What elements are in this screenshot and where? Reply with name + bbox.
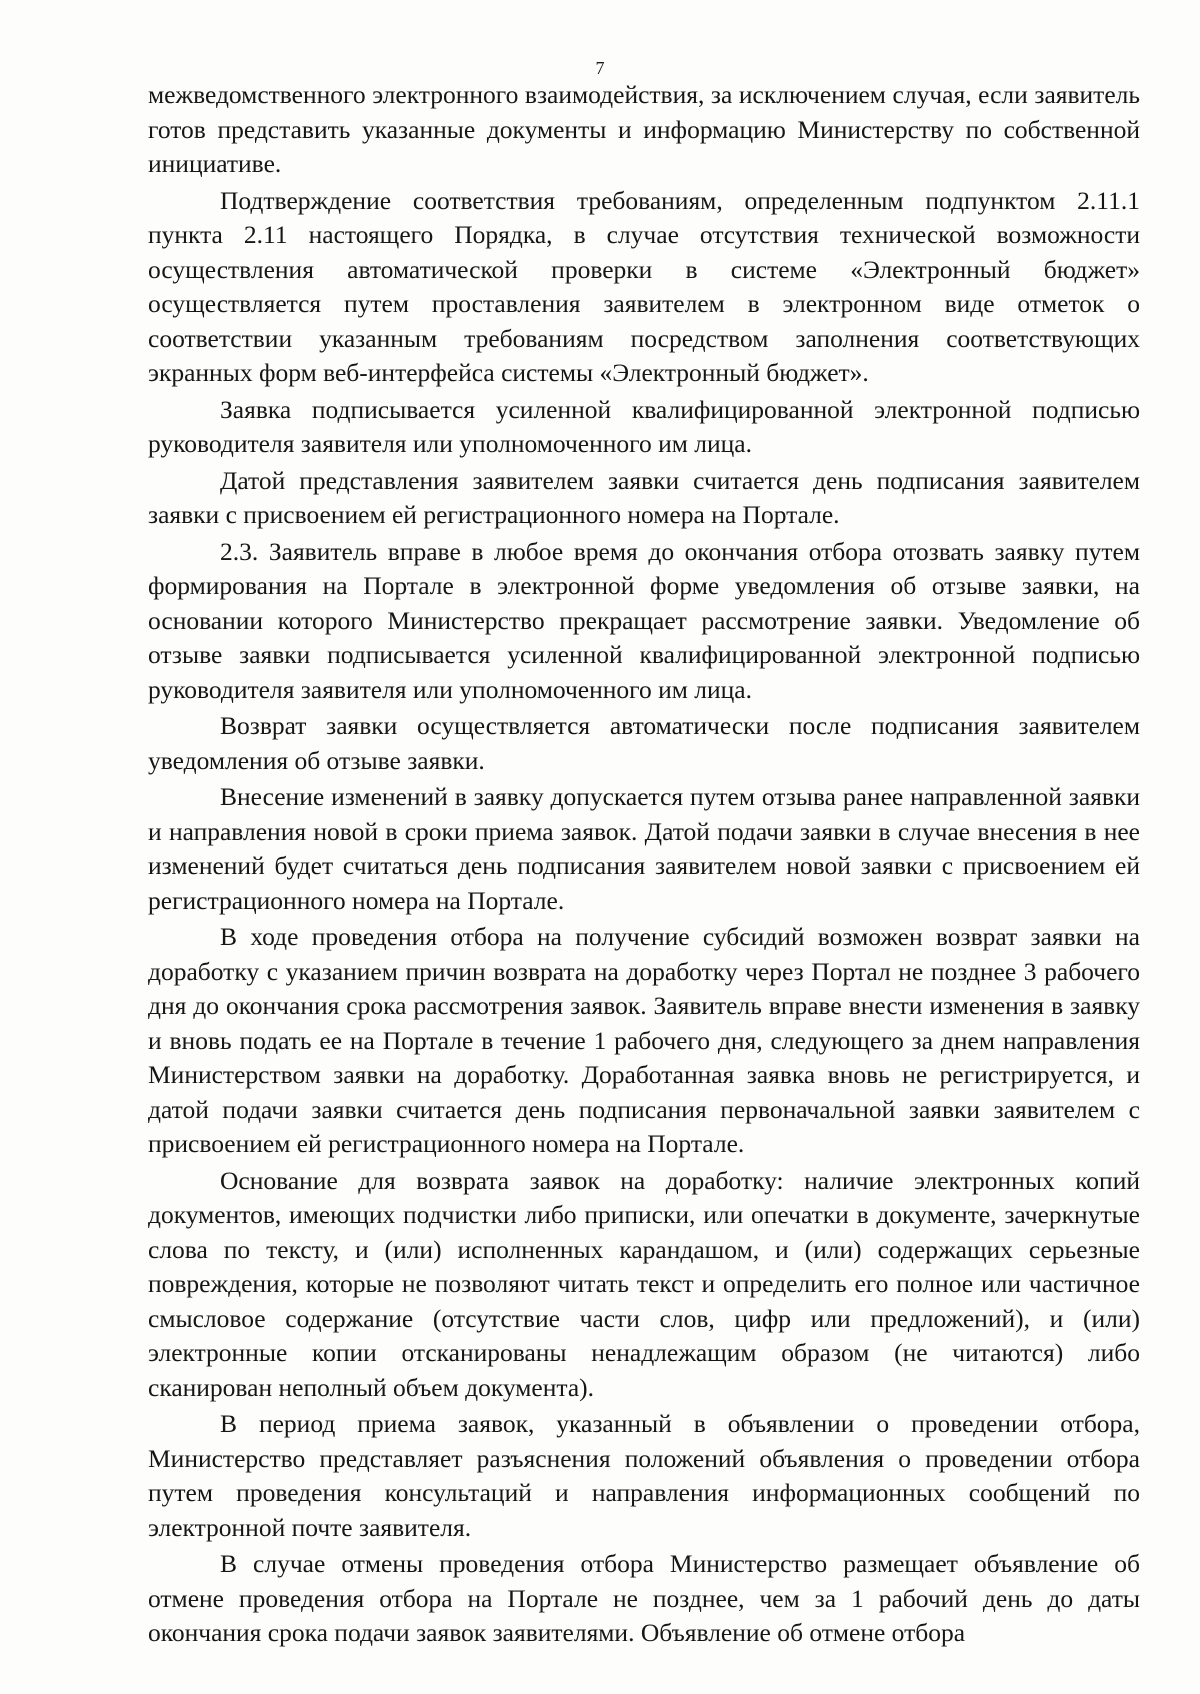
paragraph-revision-grounds: Основание для возврата заявок на доработку: наличие электронных копий документов, имеющих подчистки либо приписки, или опечатки в документе, зачеркнутые слова по тексту, и (или) исполненных карандашом, и (или) содержащих серьезные повреждения, которые не позволяют читать текст и определить его полное или частичное смысловое содержание (отсутствие части слов, цифр или предложений), и (или) электронные копии отсканированы ненадлежащим образом (не читаются) либо сканирован неполный объем документа). [148, 1165, 1140, 1402]
paragraph-clarifications: В период приема заявок, указанный в объявлении о проведении отбора, Министерство представляет разъяснения положений объявления о проведении отбора путем проведения консультаций и направления информационных сообщений по электронной почте заявителя. [148, 1409, 1140, 1542]
paragraph-revision: В ходе проведения отбора на получение субсидий возможен возврат заявки на доработку с указанием причин возврата на доработку через Портал не позднее 3 рабочего дня до окончания срока рассмотрения заявок. Заявитель вправе внести изменения в заявку и вновь подать ее на Портале в течение 1 рабочего дня, следующего за днем направления Министерством заявки на доработку. Доработанная заявка вновь не регистрируется, и датой подачи заявки считается день подписания первоначальной заявки заявителем с присвоением ей регистрационного номера на Портале. [148, 922, 1140, 1158]
paragraph-section-2-3: 2.3. Заявитель вправе в любое время до окончания отбора отозвать заявку путем формирования на Портале в электронной форме уведомления об отзыве заявки, на основании которого Министерство прекращает рассмотрение заявки. Уведомление об отзыве заявки подписывается усиленной квалифицированной электронной подписью руководителя заявителя или уполномоченного им лица. [148, 536, 1140, 704]
paragraph-signature: Заявка подписывается усиленной квалифицированной электронной подписью руководителя заявителя или уполномоченного им лица. [148, 394, 1140, 458]
document-body [148, 78, 1140, 1653]
paragraph-continuation: межведомственного электронного взаимодействия, за исключением случая, если заявитель готов представить указанные документы и информацию Министерству по собственной инициативе. [148, 80, 1140, 178]
paragraph-return-application: Возврат заявки осуществляется автоматически после подписания заявителем уведомления об отзыве заявки. [148, 711, 1140, 775]
paragraph-submission-date: Датой представления заявителем заявки считается день подписания заявителем заявки с присвоением ей регистрационного номера на Портале. [148, 465, 1140, 529]
paragraph-confirmation-requirements: Подтверждение соответствия требованиям, определенным подпунктом 2.11.1 пункта 2.11 настоящего Порядка, в случае отсутствия технической возможности осуществления автоматической проверки в системе «Электронный бюджет» осуществляется путем проставления заявителем в электронном виде отметок о соответствии указанным требованиям посредством заполнения соответствующих экранных форм веб-интерфейса системы «Электронный бюджет». [148, 185, 1140, 387]
page-number: 7 [595, 58, 605, 78]
paragraph-cancellation: В случае отмены проведения отбора Министерство размещает объявление об отмене проведения отбора на Портале не позднее, чем за 1 рабочий день до даты окончания срока подачи заявок заявителями. Объявление об отмене отбора [148, 1549, 1140, 1647]
paragraph-changes: Внесение изменений в заявку допускается путем отзыва ранее направленной заявки и направления новой в сроки приема заявок. Датой подачи заявки в случае внесения в нее изменений будет считаться день подписания заявителем новой заявки с присвоением ей регистрационного номера на Портале. [148, 782, 1140, 915]
